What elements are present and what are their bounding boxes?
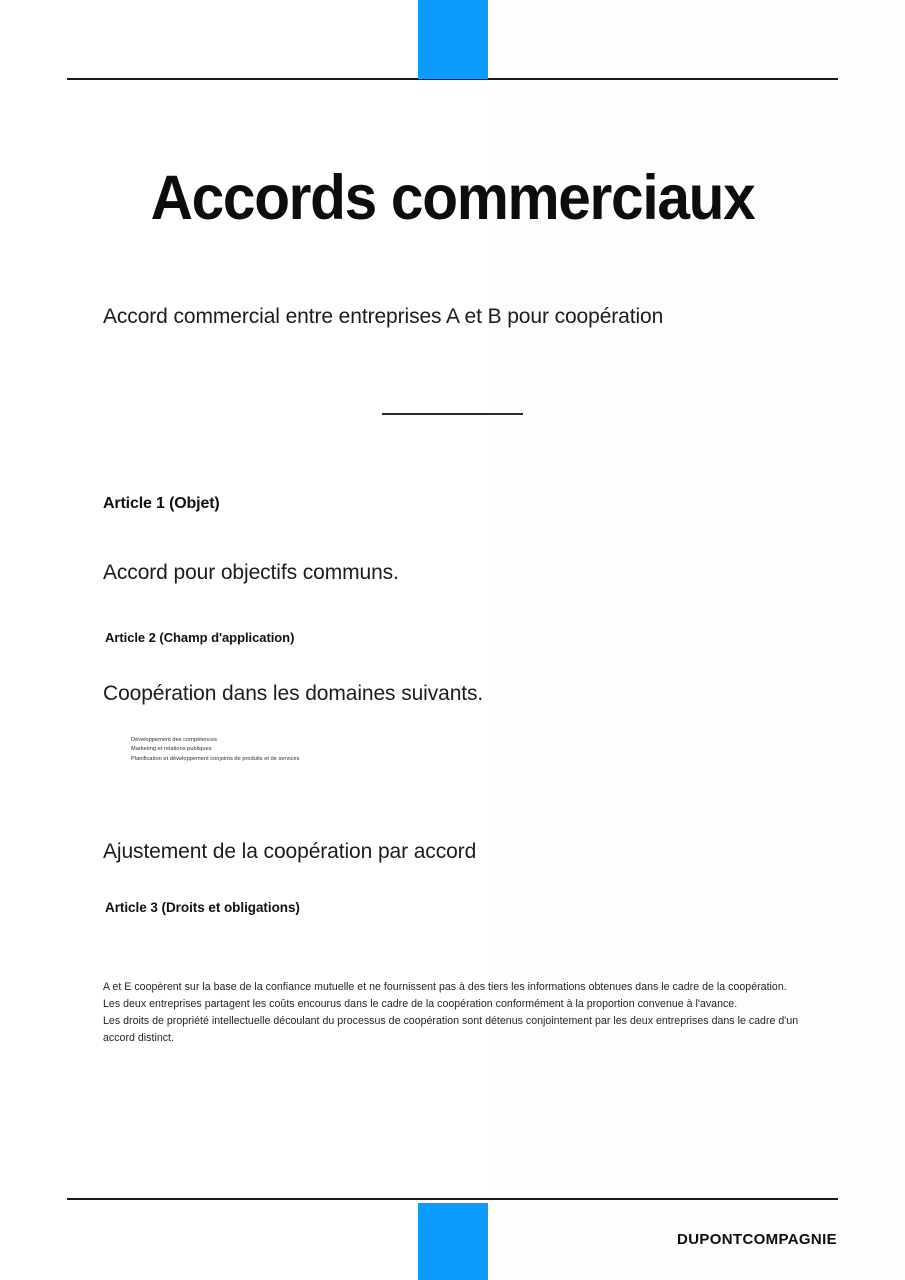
article-2-heading: Article 2 (Champ d'application) [105,629,295,645]
list-item: Marketing et relations publiques [131,746,212,753]
list-item: Développement des compétences [131,737,218,743]
article-1-heading: Article 1 (Objet) [103,495,220,513]
section-divider [382,413,523,415]
paper-background-header [0,0,488,79]
article-1-body: Accord pour objectifs communs. [103,561,399,584]
article-3-terms [103,979,800,1047]
footer-brand: DUPONTCOMPAGNIE [677,1231,837,1248]
footer-rule [67,1198,838,1200]
article-2-body: Coopération dans les domaines suivants. [103,682,484,705]
scope-list [131,736,299,764]
header-accent-bar [418,0,488,79]
term-paragraph: Les deux entreprises partagent les coûts encourus dans le cadre de la coopération conformément à la proportion convenue à l'avance. [103,998,738,1010]
list-item: Planification et développement conjoints de produits et de services [131,755,300,762]
term-paragraph: Les droits de propriété intellectuelle découlant du processus de coopération sont détenus conjointement par les deux entreprises dans le cadre d'un accord distinct. [103,1015,799,1044]
adjustment-note: Ajustement de la coopération par accord [103,840,477,863]
footer-accent-bar [418,1203,488,1280]
term-paragraph: A et E coopèrent sur la base de la confiance mutuelle et ne fournissent pas à des tiers les informations obtenues dans le cadre de la coopération. [103,981,787,993]
article-3-heading: Article 3 (Droits et obligations) [105,900,300,916]
page-title: Accords commerciaux [150,163,755,234]
document-subtitle: Accord commercial entre entreprises A et B pour coopération [103,305,664,328]
